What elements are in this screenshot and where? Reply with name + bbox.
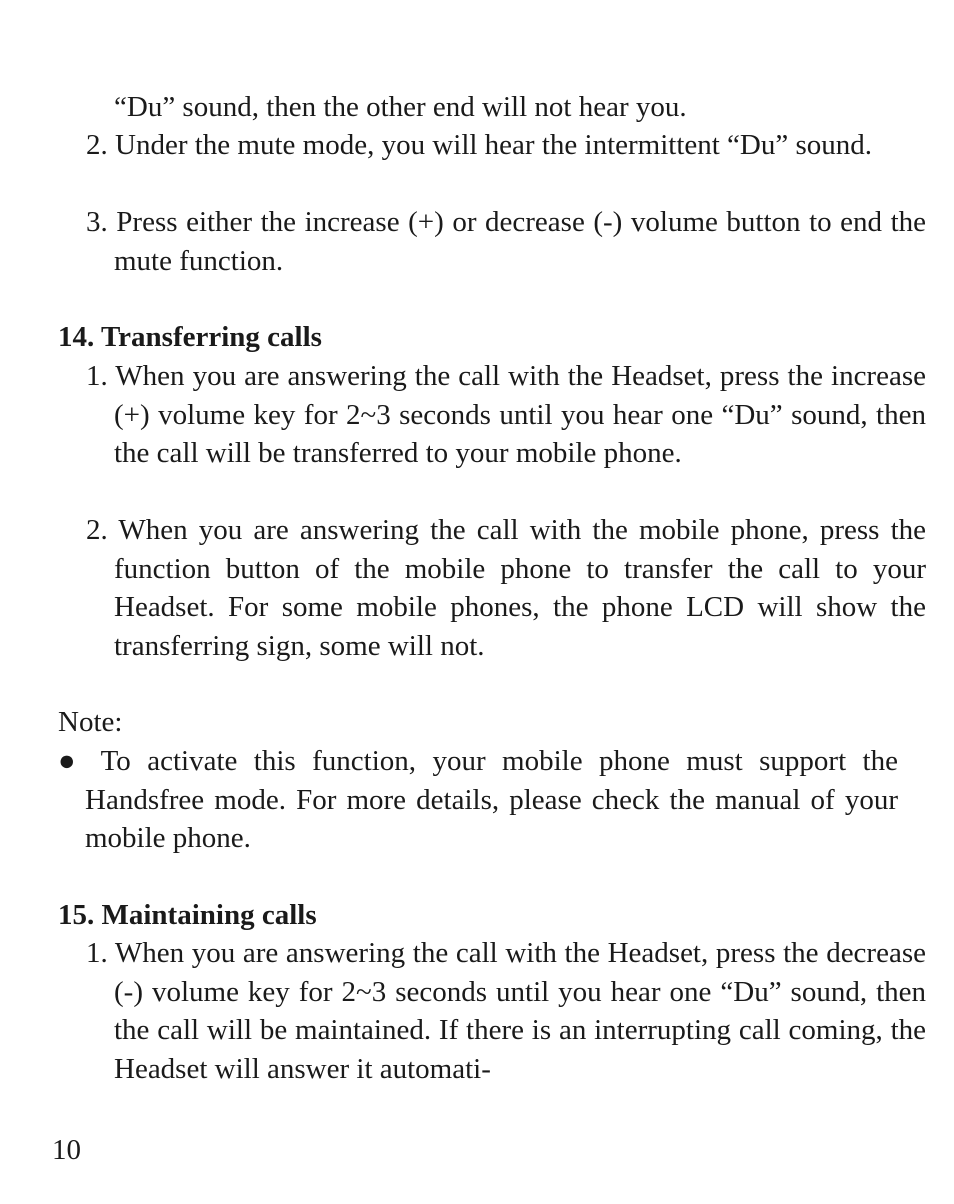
item-number: 2. [86, 514, 108, 546]
note-bullet-item [58, 742, 898, 858]
section-heading-transferring-calls: 14. Transferring calls [58, 321, 322, 353]
item-text: Under the mute mode, you will hear the intermittent “Du” sound. [115, 129, 873, 161]
item-number: 3. [86, 206, 108, 238]
item-number: 1. [86, 937, 108, 969]
item-text: Press either the increase (+) or decrease (-) volume button to end the mute function. [114, 206, 927, 277]
note-text: To activate this function, your mobile phone must support the Handsfree mode. For more details, please check the manual of your mobile phone. [85, 745, 898, 854]
list-item [86, 357, 926, 473]
list-item [86, 203, 926, 280]
bullet-icon: ● [58, 745, 85, 777]
list-item [86, 934, 926, 1088]
list-item [86, 126, 926, 165]
item-number: 2. [86, 129, 108, 161]
item-text: When you are answering the call with the Headset, press the decrease (-) volume key for 2~3 seconds until you hear one “Du” sound, then the call will be maintained. If there is an interrupting call coming, the Headset will answer it automati- [114, 937, 926, 1085]
item-text: When you are answering the call with the mobile phone, press the function button of the mobile phone to transfer the call to your Headset. For some mobile phones, the phone LCD will show the transferring sign, some will not. [114, 514, 927, 662]
section-heading-maintaining-calls: 15. Maintaining calls [58, 899, 317, 931]
page-number: 10 [52, 1134, 81, 1166]
continued-paragraph: “Du” sound, then the other end will not hear you. [114, 91, 687, 123]
item-text: When you are answering the call with the Headset, press the increase (+) volume key for 2~3 seconds until you hear one “Du” sound, then the call will be transferred to your mobile phone. [114, 360, 926, 469]
note-label: Note: [58, 706, 123, 738]
item-number: 1. [86, 360, 108, 392]
list-item [86, 511, 926, 665]
